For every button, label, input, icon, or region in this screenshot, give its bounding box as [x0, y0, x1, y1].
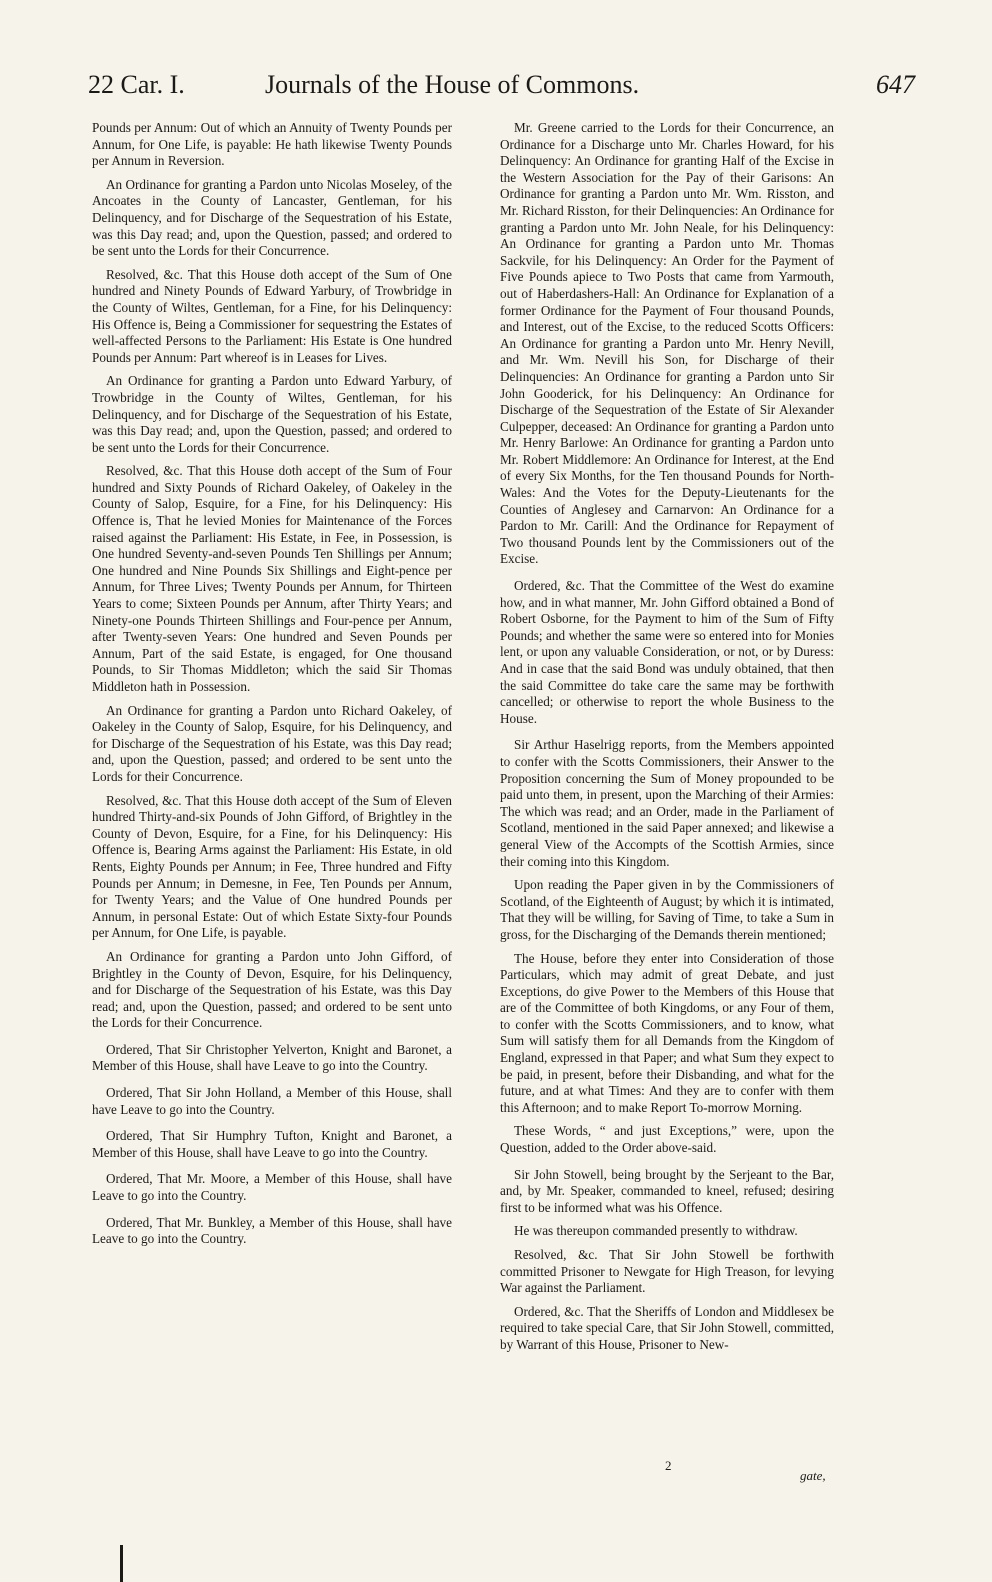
paragraph: Mr. Greene carried to the Lords for their Concurrence, an Ordinance for a Discharge unto Mr. Charles Howard, for his Delinquency: An Ordinance for granting Half of the Excise in the Western Association for the Pay of their Garisons: An Ordinance for granting a Pardon unto Mr. Wm. Risston, and Mr. Richard Risston, for their Delinquencies: An Ordinance for granting a Pardon unto Mr. John Neale, for his Delinquency: An Ordinance for granting a Pardon unto Mr. Thomas Sackvile, for his Delinquency: An Order for the Payment of Five Pounds apiece to Two Posts that came from Yarmouth, out of Haberdashers-Hall: An Ordinance for Explanation of a former Ordinance for the Payment of Four thousand Pounds, and Interest, out of the Excise, to the reduced Scotts Officers: An Ordinance for granting a Pardon unto Mr. Henry Nevill, and Mr. Wm. Nevill his Son, for Discharge of their Delinquencies: An Ordinance for granting a Pardon unto Sir John Gooderick, for his Delinquency: An Ordinance for Discharge of the Sequestration of the Estate of Sir Alexander Culpepper, deceased: An Ordinance for granting a Pardon unto Mr. Henry Barlowe: An Ordinance for granting a Pardon unto Mr. Robert Middlemore: An Ordinance for Interest, at the End of every Six Months, for the Ten thousand Pounds for North-Wales: And the Votes for the Deputy-Lieutenants for the Counties of Anglesey and Carnarvon: An Ordinance for a Pardon to Mr. Carill: And the Ordinance for Repayment of Two thousand Pounds lent by the Commissioners out of the Excise. [500, 120, 835, 567]
paragraph: Ordered, That Sir Christopher Yelverton, Knight and Baronet, a Member of this House, shall have Leave to go into the Country. [92, 1041, 452, 1074]
paragraph: Sir John Stowell, being brought by the Serjeant to the Bar, and, by Mr. Speaker, commanded to kneel, refused; desiring first to be informed what was his Offence. [500, 1166, 834, 1215]
paragraph: Sir Arthur Haselrigg reports, from the Members appointed to confer with the Scotts Commissioners, their Answer to the Proposition concerning the Sum of Money propounded to be paid unto them, in present, upon the Marching of their Armies: The which was read; and an Order, made in the Parliament of Scotland, mentioned in the said Paper annexed; and likewise a general View of the Accompts of the Scottish Armies, since their coming into this Kingdom. [500, 737, 834, 869]
right-column [500, 120, 834, 1361]
paragraph: Upon reading the Paper given in by the Commissioners of Scotland, of the Eighteenth of August; by which it is intimated, That they will be willing, for Saving of Time, to take a Sum in gross, for the Discharging of the Demands therein mentioned; [500, 877, 834, 942]
paragraph: Ordered, That Mr. Moore, a Member of this House, shall have Leave to go into the Country. [92, 1171, 452, 1204]
paragraph: Ordered, That Mr. Bunkley, a Member of this House, shall have Leave to go into the Country. [92, 1214, 452, 1247]
scan-artifact [120, 1545, 123, 1582]
page-number: 647 [876, 70, 915, 99]
paragraph: These Words, “ and just Exceptions,” were, upon the Question, added to the Order above-said. [500, 1123, 834, 1156]
paragraph: An Ordinance for granting a Pardon unto John Gifford, of Brightley in the County of Devon, Esquire, for his Delinquency, and for Discharge of the Sequestration of his Estate, was this Day read; and, upon the Question, passed; and ordered to be sent unto the Lords for their Concurrence. [92, 948, 452, 1031]
paragraph: Resolved, &c. That this House doth accept of the Sum of One hundred and Ninety Pounds of Edward Yarbury, of Trowbridge in the County of Wiltes, Gentleman, for a Fine, for his Delinquency: His Offence is, Being a Commissioner for sequestring the Estates of well-affected Persons to the Parliament: His Estate is One hundred Pounds per Annum: Part whereof is in Leases for Lives. [92, 266, 452, 365]
paragraph: Resolved, &c. That Sir John Stowell be forthwith committed Prisoner to Newgate for High Treason, for levying War against the Parliament. [500, 1247, 834, 1296]
paragraph: An Ordinance for granting a Pardon unto Richard Oakeley, of Oakeley in the County of Salop, Esquire, for his Delinquency, and for Discharge of the Sequestration of his Estate, was this Day read; and, upon the Question, passed; and ordered to be sent unto the Lords for their Concurrence. [92, 702, 452, 784]
paragraph: An Ordinance for granting a Pardon unto Edward Yarbury, of Trowbridge in the County of Wiltes, Gentleman, for his Delinquency, and for Discharge of the Sequestration of his Estate, was this Day read; and, upon the Question, passed; and ordered to be sent unto the Lords for their Concurrence. [92, 373, 452, 455]
left-column [92, 120, 452, 1255]
paragraph: Ordered, &c. That the Sheriffs of London and Middlesex be required to take special Care, that Sir John Stowell, committed, by Warrant of this House, Prisoner to New- [500, 1303, 835, 1352]
signature-mark: 2 [665, 1458, 672, 1473]
paragraph: Ordered, That Sir John Holland, a Member of this House, shall have Leave to go into the Country. [92, 1085, 452, 1117]
regnal-year: 22 Car. I. [88, 70, 185, 99]
paragraph: Resolved, &c. That this House doth accept of the Sum of Four hundred and Sixty Pounds of Richard Oakeley, of Oakeley in the County of Salop, Esquire, for a Fine, for his Delinquency: His Offence is, That he levied Monies for Maintenance of the Forces raised against the Parliament: His Estate, in Fee, in Possession, is One hundred Seventy-and-seven Pounds Ten Shillings per Annum; One hundred and Nine Pounds Six Shillings and Eight-pence per Annum, for Three Lives; Twenty Pounds per Annum, for Thirteen Years to come; Sixteen Pounds per Annum, after Thirty Years; and Ninety-one Pounds Thirteen Shillings and Four-pence per Annum, after Twenty-seven Years: One hundred and Seven Pounds per Annum, Part of the said Estate, is engaged, for One thousand Pounds, to Sir Thomas Middleton; which the said Sir Thomas Middleton hath in Possession. [92, 463, 452, 694]
running-header [0, 70, 992, 110]
paragraph: Ordered, &c. That the Committee of the West do examine how, and in what manner, Mr. John Gifford obtained a Bond of Robert Osborne, for the Payment to him of the Sum of Fifty Pounds; and whether the same were so entered into for Monies lent, or upon any valuable Consideration, or not, or by Duress: And in case that the said Bond was unduly obtained, that then the said Committee do take care the same may be forthwith cancelled; or otherwise to report the whole Business to the House. [500, 578, 834, 726]
paragraph: Resolved, &c. That this House doth accept of the Sum of Eleven hundred Thirty-and-six Pounds of John Gifford, of Brightley in the County of Devon, Esquire, for a Fine, for his Delinquency: His Offence is, Bearing Arms against the Parliament: His Estate, in old Rents, Eighty Pounds per Annum; in Fee, Three hundred and Fifty Pounds per Annum; in Demesne, in Fee, Ten Pounds per Annum, for Twenty Years; and the Value of One hundred Pounds per Annum, in personal Estate: Out of which Estate Sixty-four Pounds per Annum, for One Life, is payable. [92, 792, 452, 941]
paragraph: The House, before they enter into Consideration of those Particulars, which may admit of great Debate, and just Exceptions, do give Power to the Members of this House that are of the Committee of both Kingdoms, or any Four of them, to confer with the Scotts Commissioners, and to know, what Sum will satisfy them for all Demands from the Kingdom of England, expressed in that Paper; and what Sum they expect to be paid, in present, before their Disbanding, and what for the future, and at what Times: And they are to confer with them this Afternoon; and to make Report To-morrow Morning. [500, 950, 834, 1115]
catchword: gate, [800, 1468, 826, 1483]
paragraph: Ordered, That Sir Humphry Tufton, Knight and Baronet, a Member of this House, shall have Leave to go into the Country. [92, 1128, 452, 1160]
paragraph: An Ordinance for granting a Pardon unto Nicolas Moseley, of the Ancoates in the County of Lancaster, Gentleman, for his Delinquency, and for Discharge of the Sequestration of his Estate, was this Day read; and, upon the Question, passed; and ordered to be sent unto the Lords for their Concurrence. [92, 176, 452, 259]
paragraph: Pounds per Annum: Out of which an Annuity of Twenty Pounds per Annum, for One Life, is payable: He hath likewise Twenty Pounds per Annum in Reversion. [92, 120, 452, 169]
paragraph: He was thereupon commanded presently to withdraw. [514, 1223, 798, 1239]
journal-title: Journals of the House of Commons. [265, 70, 640, 99]
